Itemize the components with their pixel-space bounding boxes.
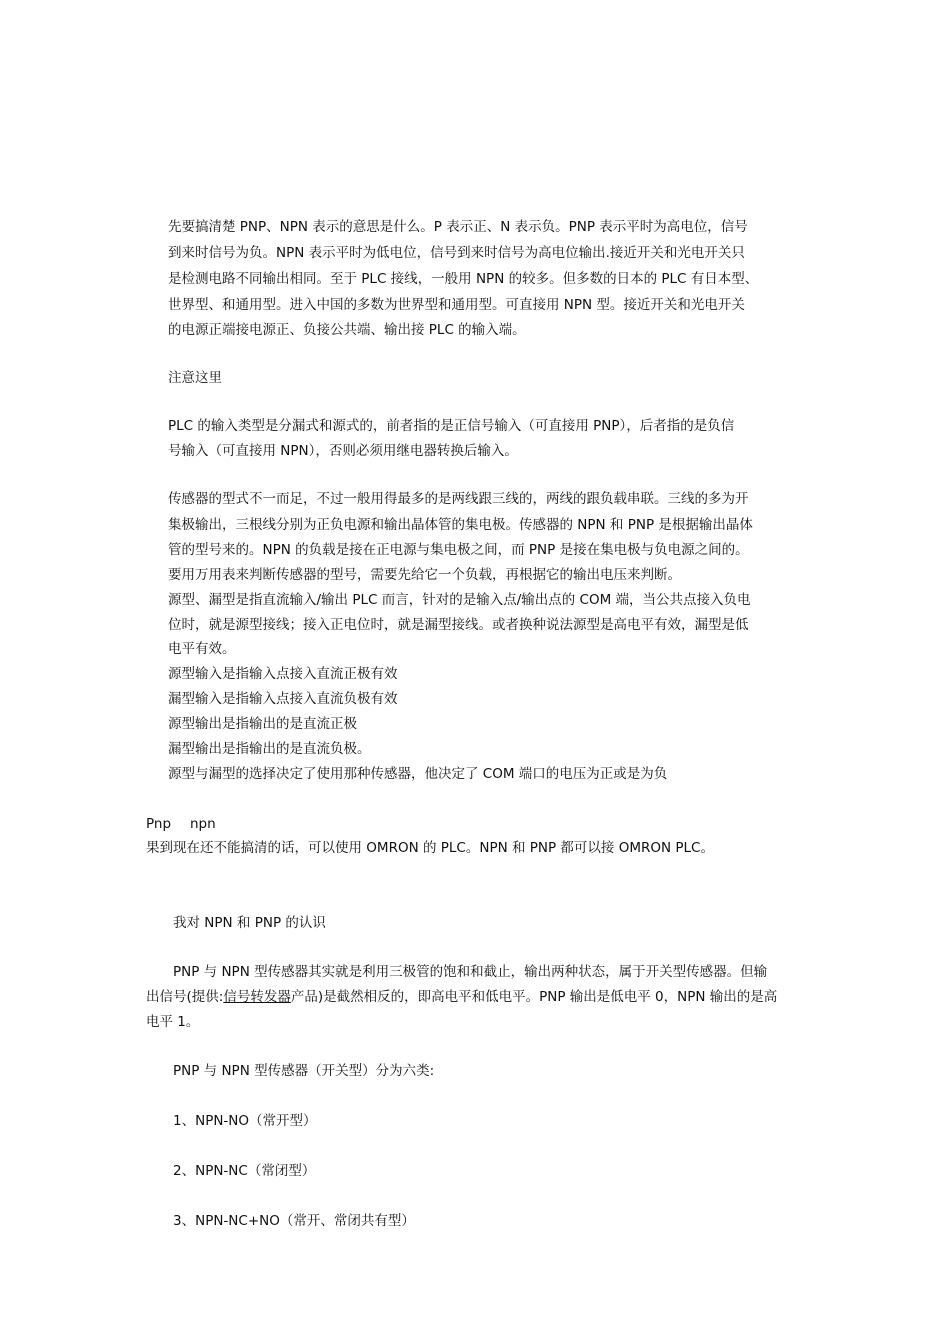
paragraph-line: 到来时信号为负。NPN 表示平时为低电位，信号到来时信号为高电位输出.接近开关和光电开关只 [168, 245, 745, 261]
list-line: 源型输入是指输入点接入直流正极有效 [168, 666, 398, 682]
list-line: 漏型输入是指输入点接入直流负极有效 [168, 691, 398, 707]
list-line: 漏型输出是指输出的是直流负极。 [168, 741, 371, 757]
npn-label: npn [190, 816, 216, 832]
paragraph-line: PLC 的输入类型是分漏式和源式的，前者指的是正信号输入（可直接用 PNP），后者指的是负信 [168, 418, 735, 434]
paragraph-line: 位时，就是源型接线；接入正电位时，就是漏型接线。或者换种说法源型是高电平有效，漏型是低 [168, 617, 749, 633]
list-item: 3、NPN-NC+NO（常开、常闭共有型） [173, 1213, 415, 1229]
signal-transmitter-link[interactable]: 信号转发器 [223, 989, 291, 1005]
list-line: 源型与漏型的选择决定了使用那种传感器，他决定了 COM 端口的电压为正或是为负 [168, 766, 668, 782]
paragraph-line: 电平 1。 [146, 1014, 200, 1030]
list-item: 2、NPN-NC（常闭型） [173, 1163, 316, 1179]
paragraph-line: 的电源正端接电源正、负接公共端、输出接 PLC 的输入端。 [168, 322, 526, 338]
list-line: 源型输出是指输出的是直流正极 [168, 716, 357, 732]
paragraph-line: PNP 与 NPN 型传感器（开关型）分为六类: [173, 1063, 435, 1079]
paragraph-line: 电平有效。 [168, 641, 236, 657]
text-span: 产品)是截然相反的，即高电平和低电平。PNP 输出是低电平 0，NPN 输出的是高 [290, 989, 778, 1005]
paragraph-line [146, 988, 777, 1006]
paragraph-line: 号输入（可直接用 NPN），否则必须用继电器转换后输入。 [168, 443, 518, 459]
paragraph-line: 是检测电路不同输出相同。至于 PLC 接线，一般用 NPN 的较多。但多数的日本的 PLC 有日本型、 [168, 271, 759, 287]
text-span: 出信号(提供: [146, 989, 224, 1005]
paragraph-line: 源型、漏型是指直流输入/输出 PLC 而言，针对的是输入点/输出点的 COM 端，当公共点接入负电 [168, 592, 751, 608]
paragraph-line: 要用万用表来判断传感器的型号，需要先给它一个负载，再根据它的输出电压来判断。 [168, 567, 681, 583]
section-heading: 我对 NPN 和 PNP 的认识 [173, 915, 326, 931]
paragraph-line: 果到现在还不能搞清的话，可以使用 OMRON 的 PLC。NPN 和 PNP 都可以接 OMRON PLC。 [146, 840, 714, 856]
paragraph-line: 传感器的型式不一而足，不过一般用得最多的是两线跟三线的，两线的跟负载串联。三线的多为开 [168, 491, 749, 507]
paragraph-line: PNP 与 NPN 型传感器其实就是利用三极管的饱和和截止，输出两种状态，属于开关型传感器。但输 [173, 964, 768, 980]
paragraph-line: 管的型号来的。NPN 的负载是接在正电源与集电极之间，而 PNP 是接在集电极与负电源之间的。 [168, 542, 749, 558]
pnp-label: Pnp [146, 816, 172, 832]
note-heading: 注意这里 [168, 370, 222, 386]
paragraph-line: 先要搞清楚 PNP、NPN 表示的意思是什么。P 表示正、N 表示负。PNP 表示平时为高电位，信号 [168, 219, 748, 235]
paragraph-line: 世界型、和通用型。进入中国的多数为世界型和通用型。可直接用 NPN 型。接近开关和光电开关 [168, 297, 745, 313]
paragraph-line: 集极输出，三根线分别为正负电源和输出晶体管的集电极。传感器的 NPN 和 PNP 是根据输出晶体 [168, 517, 753, 533]
list-item: 1、NPN-NO（常开型） [173, 1113, 317, 1129]
